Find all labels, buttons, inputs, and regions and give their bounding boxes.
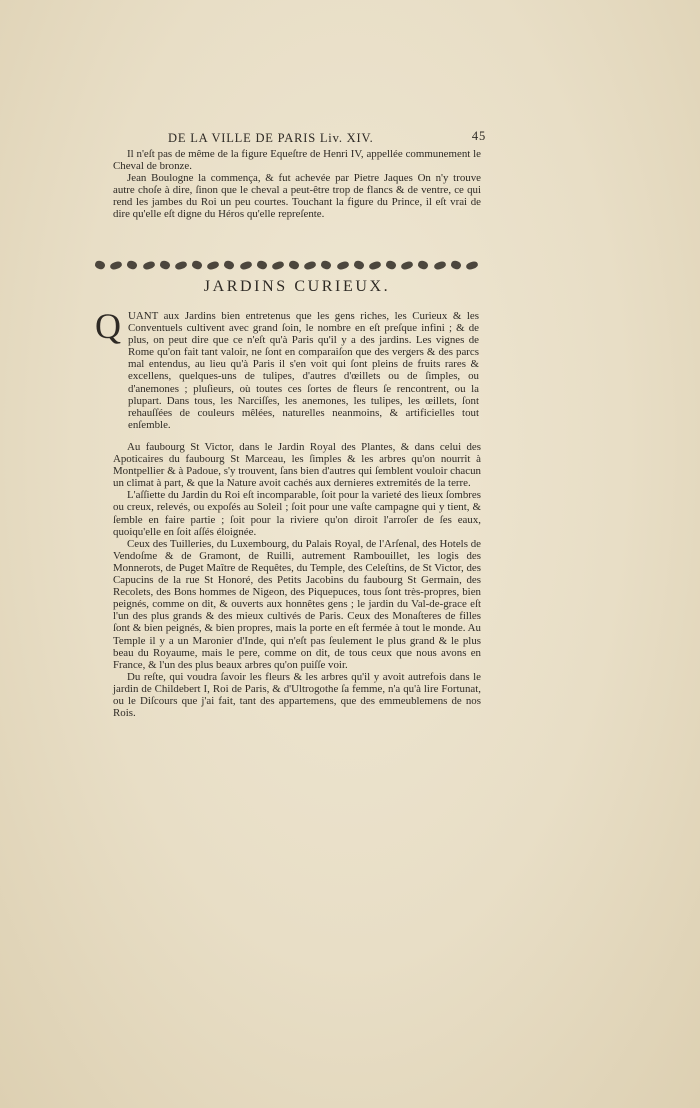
- paragraph: Du reſte, qui voudra ſavoir les fleurs & les arbres qu'il y avoit autrefois dans le jardin de Childebert I, Roi de Paris, & d'Ultrogothe ſa femme, n'a qu'à lire Fortunat, ou le Diſcours que j'ai fait, tant des appartemens, que des emmeublemens de nos Rois.: [113, 670, 481, 720]
- page-number: 45: [471, 129, 486, 143]
- drop-cap: Q: [95, 306, 121, 346]
- section-title: JARDINS CURIEUX.: [203, 278, 391, 295]
- fleuron-ornament-band: [95, 258, 478, 272]
- running-head-title: DE LA VILLE DE PARIS Liv. XIV.: [168, 131, 374, 145]
- paragraph: UANT aux Jardins bien entretenus que les gens riches, les Curieux & les Conventuels cultivent avec grand ſoin, le nombre en eſt preſque infini ; & de plus, on peut dire que ce n'eſt qu'à Paris qu'il y a des jardins. Les vignes de Rome qu'on fait tant valoir, ne ſont en comparaiſon que des vergers & des parcs mal entendus, au lieu qu'à Paris il s'en voit qui ſont pleins de fruits rares & excellens, quelques-uns de tulipes, d'autres d'œillets ou de ſimples, ou d'anemones ; pluſieurs, où toutes ces ſortes de fleurs ſe rencontrent, ou la plupart. Dans tous, les Narciſſes, les anemones, les tulipes, les œillets, ſont rehauſſées de couleurs mêlées, naturelles neanmoins, & artificielles tout enſemble.: [128, 310, 479, 431]
- paragraph: Au faubourg St Victor, dans le Jardin Royal des Plantes, & dans celui des Apoticaires du faubourg St Marceau, les ſimples & les arbres qu'on nourrit à Montpellier & à Padoue, s'y trouvent, ſans bien d'autres qui ſemblent vouloir chacun un climat à part, & que la Nature avoit cachés aux dernieres extremités de la terre.: [113, 441, 481, 490]
- intro-text: [113, 148, 481, 221]
- paragraph: L'aſſiette du Jardin du Roi eſt incomparable, ſoit pour la varieté des lieux ſombres ou creux, relevés, ou expoſés au Soleil ; ſoit pour une vaſte campagne qui y tient, & ſemble en faire partie ; ſoit pour la riviere qu'on diroit l'arroſer de ſes eaux, quoiqu'elle en ſoit aſſés éloignée.: [113, 489, 481, 538]
- paragraph: Il n'eſt pas de même de la figure Equeſtre de Henri IV, appellée communement le Cheval de bronze.: [113, 148, 481, 173]
- section-body: [113, 441, 481, 719]
- section-first-paragraph: [128, 310, 479, 431]
- paragraph: Jean Boulogne la commença, & fut achevée par Pietre Jaques On n'y trouve autre choſe à dire, ſinon que le cheval a peut-être trop de flancs & de ventre, ce qui rend les jambes du Roi un peu courtes. Touchant la figure du Prince, il eſt vrai de dire qu'elle eſt digne du Héros qu'elle repreſente.: [113, 172, 481, 221]
- paragraph: Ceux des Tuilleries, du Luxembourg, du Palais Royal, de l'Arſenal, des Hotels de Vendoſme & de Gramont, de Ruilli, autrement Rambouillet, les logis des Monnerots, de Puget Maître de Requêtes, du Temple, des Celeſtins, de St Victor, des Capucins de la rue St Honoré, des Petits Jacobins du faubourg St Germain, des Recolets, des Bons hommes de Nigeon, des Piquepuces, tous ſont très-propres, bien peignés, comme on dit, & ouverts aux honnêtes gens ; le jardin du Val-de-grace eſt l'un des plus grands & des mieux cultivés de Paris. Ceux des Monaſteres de filles ſont & bien peignés, & bien propres, mais la porte en eſt fermée à tout le monde. Au Temple il y a un Maronier d'Inde, qui n'eſt pas ſeulement le plus grand & le plus beau du Royaume, mais le pere, comme on dit, de tous ceux que nous avons en France, & l'un des plus beaux arbres qu'on puiſſe voir.: [113, 537, 481, 671]
- running-head: [168, 129, 486, 149]
